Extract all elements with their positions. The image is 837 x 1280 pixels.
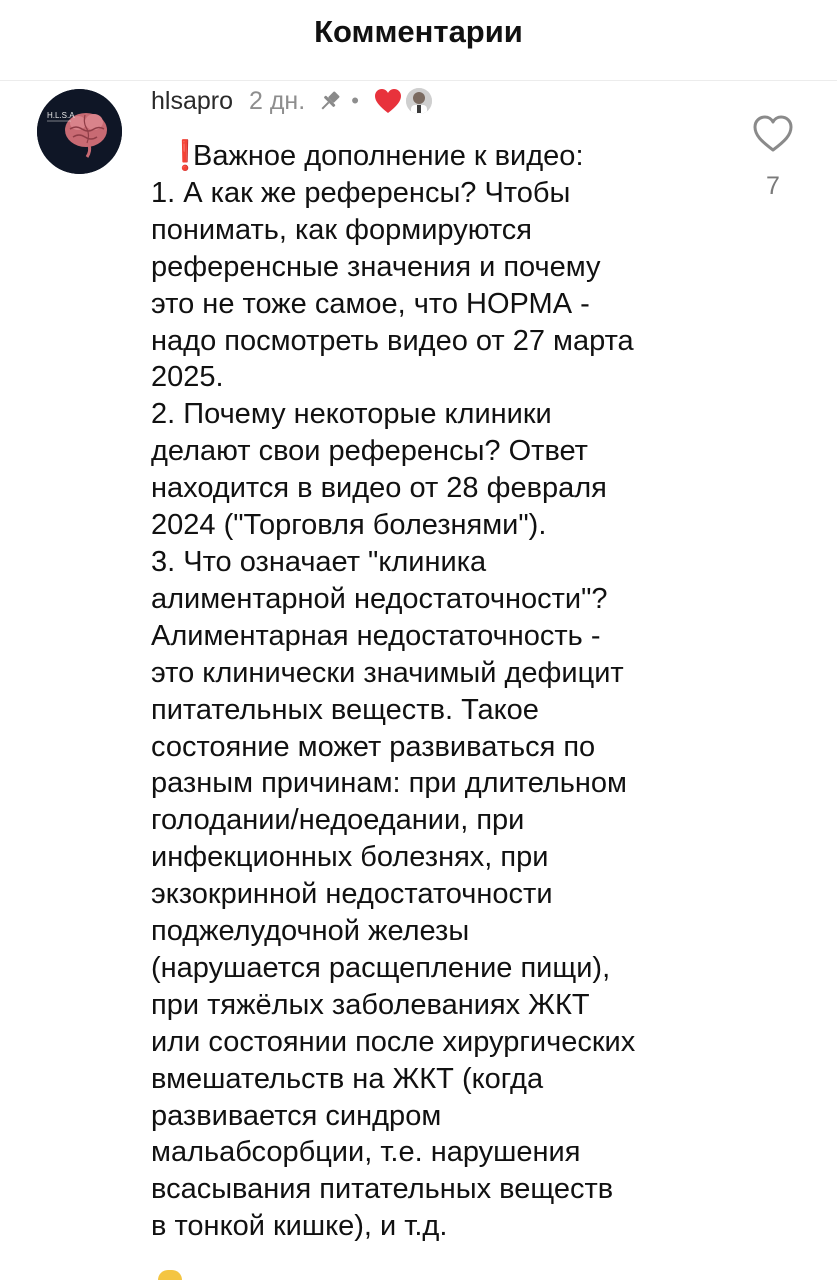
avatar[interactable] bbox=[37, 89, 122, 174]
brain-logo-icon bbox=[37, 89, 122, 174]
emoji-icon bbox=[158, 1270, 182, 1280]
comments-header bbox=[0, 0, 837, 81]
like-control[interactable] bbox=[750, 114, 796, 201]
comment-first-line: Важное дополнение к видео: bbox=[193, 140, 584, 172]
meta-separator: • bbox=[351, 88, 359, 113]
pin-icon bbox=[317, 88, 343, 114]
comment-body: 1. А как же референсы? Чтобы понимать, как формируются референсные значения и почему это не тоже самое, что НОРМА - надо посмотреть видео от 27 марта 2025. 2. Почему некоторые клиники делают свои референсы? Ответ находится в видео от 28 февраля 2024 ("Торговля болезнями"). 3. Что означает "клиника алиментарной недостаточности"? Алиментарная недостаточность - это клинически значимый дефицит питательных веществ. Такое состояние может развиваться по разным причинам: при длительном голодании/недоедании, при инфекционных болезнях, при экзокринной недостаточности поджелудочной железы (нарушается расщепление пищи), при тяжёлых заболеваниях ЖКТ или состоянии после хирургических вмешательств на ЖКТ (когда развивается синдром мальабсорбции, т.е. нарушения всасывания питательных веществ в тонкой кишке), и т.д. bbox=[151, 176, 636, 1243]
comment-meta bbox=[151, 84, 432, 118]
comment-time: 2 дн. bbox=[249, 86, 306, 115]
page-title: Комментарии bbox=[314, 14, 523, 49]
red-heart-icon bbox=[373, 87, 403, 115]
heart-outline-icon[interactable] bbox=[751, 114, 795, 154]
like-count: 7 bbox=[766, 172, 780, 200]
exclamation-icon: ❗ bbox=[167, 140, 204, 172]
creator-avatar-icon bbox=[406, 88, 432, 114]
comment-text bbox=[151, 138, 731, 1245]
username-link[interactable]: hlsapro bbox=[151, 86, 233, 115]
avatar-brand-text: H.L.S.A bbox=[47, 111, 75, 120]
